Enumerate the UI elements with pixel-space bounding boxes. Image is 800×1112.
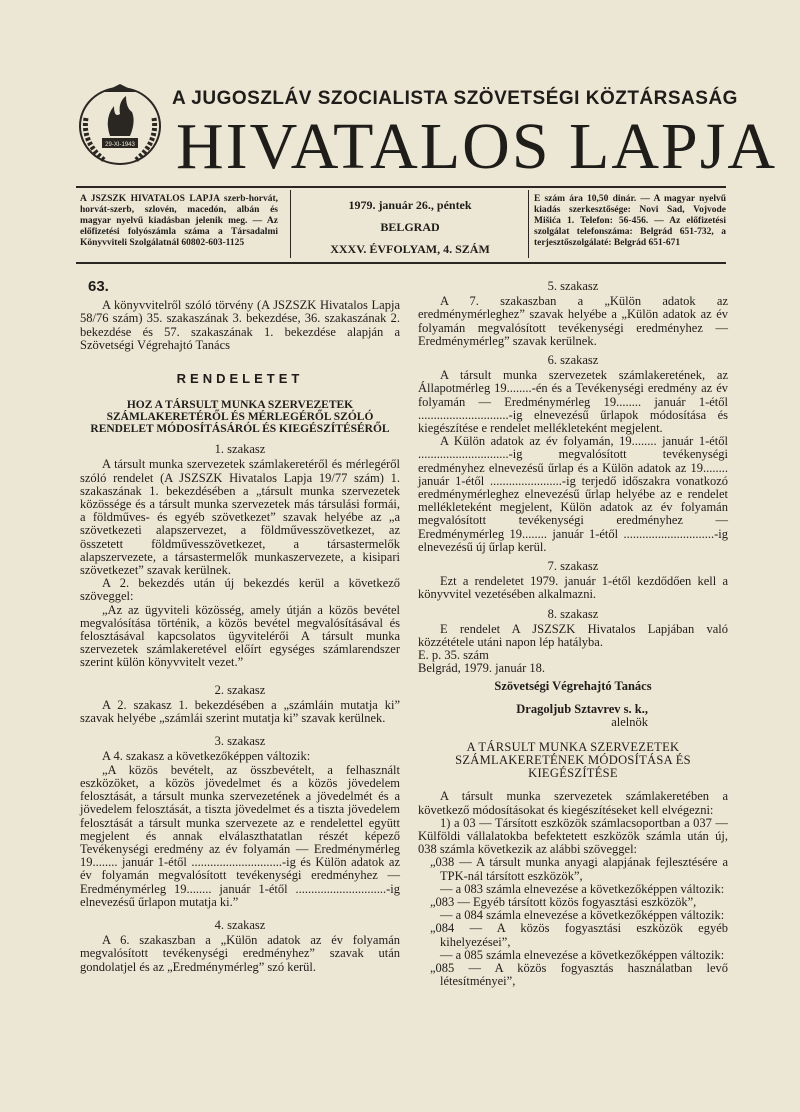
state-emblem-icon	[74, 78, 166, 170]
section-1-quote: „Az az ügyviteli közösség, amely útján a közös bevétel megvalósítása történik, a közös bevétel megvalósításával és felosztásával kapcsolatos ügyvitelérői A társult munka szervezetek számlakeretével előírt egységes számlarendszer szerint külön könyvvitelt vezet.”	[80, 602, 400, 670]
price-info: E szám ára 10,50 dinár. — A magyar nyelvű kiadás szerkesztősége: Novi Sad, Vojvode Mišića 1. Telefon: 56-456. — Az előfizetési szolgálat telefonszáma: Belgrád 651-732, a terjesztőszolgálaté: Belgrád 651-671	[534, 194, 726, 248]
decree-subtitle: HOZ A TÁRSULT MUNKA SZERVEZETEK SZÁMLAKERETÉRŐL ÉS MÉRLEGÉRŐL SZÓLÓ RENDELET MÓDOSÍTÁSÁRÓL ÉS KIEGÉSZÍTÉSÉRŐL	[90, 399, 390, 436]
reference-number: E. p. 35. szám	[418, 648, 489, 663]
decree-heading: RENDELETET	[176, 371, 304, 387]
preamble: A könyvvitelről szóló törvény (A JSZSZK Hivatalos Lapja 58/76 szám) 35. szakaszának 3. bekezdése, 36. szakaszának 2. bekezdése és 57. szakaszának 1. bekezdése alapján a Szövetségi Végrehajtó Tanács	[80, 298, 400, 352]
section-7-heading: 7. szakasz	[547, 559, 599, 574]
header-divider-right	[528, 190, 529, 258]
section-4-heading: 4. szakasz	[214, 917, 266, 932]
annex-account-038: „038 — A társult munka anyagi alapjának fejlesztésére a TPK-nál társított eszközök”,	[430, 855, 728, 883]
annex-change-084: — a 084 számla elnevezése a következőképpen változik:	[440, 908, 725, 923]
section-1-heading: 1. szakasz	[214, 442, 266, 457]
masthead-title: HIVATALOS LAPJA	[176, 110, 778, 183]
issue-info	[296, 194, 524, 260]
header-divider-left	[290, 190, 291, 258]
issue-date: 1979. január 26., péntek	[348, 198, 472, 212]
section-2-text: A 2. szakasz 1. bekezdésében a „számláin mutatja ki” szavak helyébe „számlái szerint mutatja ki” szavak kerülnek.	[80, 697, 400, 726]
section-5-heading: 5. szakasz	[547, 279, 599, 293]
section-5-text: A 7. szakaszban a „Külön adatok az eredménymérleghez” szavak helyébe a „Külön adatok az év folyamán megvalósított tevékenységi eredményhez — Eredménymérleg” szavak kerülnek.	[418, 294, 728, 348]
section-1-text: A társult munka szervezetek számlakeretéről és mérlegéről szóló rendelet (A JSZSZK Hivatalos Lapja 19/77 szám) 1. szakaszának 1. bekezdésében a „társult munka szervezetek közössége és a társult munka szervezetek más társulási formái, a földműves- és egyéb szövetkezet” szavak helyébe az „a szövetkezeti alapszervezet, a földművesszövetkezet, az összetett földművesszövetkezet, a társastermelők alapszervezete, a társastermelők munkaszervezete, a kisipari szövetkezet” szavak kerülnek.	[80, 457, 400, 578]
section-4-text: A 6. szakaszban a „Külön adatok az év folyamán megvalósított tevékenységi eredményhez” szavak után gondolatjel és az „Eredménymérleg” szó kerül.	[80, 933, 400, 974]
annex-account-085: „085 — A közös fogyasztás használatban levő létesítményei”,	[430, 960, 728, 989]
decree-number: 63.	[88, 278, 109, 295]
section-2-heading: 2. szakasz	[214, 682, 266, 697]
header-rule-bottom	[76, 262, 726, 264]
header-rule-top	[76, 186, 726, 188]
section-1-para-2: A 2. bekezdés után új bekezdés kerül a következő szöveggel:	[80, 576, 400, 604]
emblem-date: 29-XI-1943	[105, 142, 135, 148]
section-3-heading: 3. szakasz	[214, 734, 266, 749]
section-8-text: E rendelet A JSZSZK Hivatalos Lapjában való közzététele utáni napon lép hatályba.	[418, 621, 728, 650]
left-column	[80, 280, 400, 974]
annex-change-085: — a 085 számla elnevezése a következőképpen változik:	[440, 947, 725, 962]
right-column	[418, 280, 728, 988]
section-6-heading: 6. szakasz	[547, 353, 599, 368]
issue-volume: XXXV. ÉVFOLYAM, 4. SZÁM	[330, 242, 490, 256]
section-3-quote: „A közös bevételt, az összbevételt, a felhasznált eszközöket, a közös jövedelmet és a közös jövedelem felosztását, a társult munka szervezetének a jövedelmét és a jövedelem felosztását, a tiszta jövedelmet és a tiszta jövedelem felosztását a társult munka szervezete az e rendelettel együtt megjelent és annak elválaszthatatlan részét képező Tevékenységi eredmény az év folyamán — Eredménymérleg 19........ január 1-étől .............................-ig és Külön adatok az év folyamán megvalósított tevékenységi eredményhez — Eredménymérleg 19........ január 1-étől .............................-ig elnevezésű űrlapon mutatja ki.”	[80, 762, 400, 909]
annex-item-1: 1) a 03 — Társított eszközök számlacsoportban a 037 — Külföldi vállalatokba befektetett eszközök számla után új, 038 számla következik az alábbi szöveggel:	[418, 815, 728, 857]
annex-title: A TÁRSULT MUNKA SZERVEZETEK SZÁMLAKERETÉNEK MÓDOSÍTÁSA ÉS KIEGÉSZÍTÉSE	[455, 740, 691, 781]
signer-name: Dragoljub Sztavrev s. k.,	[516, 701, 648, 716]
signer-role: alelnök	[611, 715, 648, 730]
annex-intro: A társult munka szervezetek számlakeretében a következő módosításokat és kiegészítéseket kell elvégezni:	[418, 789, 728, 817]
section-8-heading: 8. szakasz	[547, 606, 599, 621]
place-date: Belgrád, 1979. január 18.	[418, 661, 546, 676]
section-3-text: A 4. szakasz a következőképpen változik:	[102, 749, 311, 764]
section-6-para-2: A Külön adatok az év folyamán, 19........ január 1-étől .............................-ig megvalósított tevékenységi eredményhez elnevezésű űrlap és a Külön adatok az 19........ január 1-étől .......................-ig terjedő időszakra vonatkozó eredménymérleghez elnevezésű űrlap helyébe az e rendelet mellékleteként megjelent, Külön adatok az év folyamán megvalósított tevékenységi eredményhez — Eredménymérleg 19........ január 1-étől .............................-ig elnevezésű új űrlap kerül.	[418, 434, 728, 554]
annex-account-083: „083 — Egyéb társított közös fogyasztási eszközök”,	[430, 894, 697, 909]
annex-account-084: „084 — A közös fogyasztási eszközök egyéb kihelyezései”,	[430, 921, 728, 949]
subscription-info: A JSZSZK HIVATALOS LAPJA szerb-horvát, horvát-szerb, szlovén, macedón, albán és magyar nyelvű kiadásban jelenik meg. — Az előfizetési folyószámla száma a Társadalmi Könyvviteli Szolgálatnál 60802-603-1125	[80, 194, 278, 248]
council-name: Szövetségi Végrehajtó Tanács	[494, 678, 652, 693]
issue-place: BELGRAD	[380, 220, 440, 234]
republic-title: A JUGOSZLÁV SZOCIALISTA SZÖVETSÉGI KÖZTÁRSASÁG	[172, 88, 738, 109]
annex-change-083: — a 083 számla elnevezése a következőképpen változik:	[440, 881, 725, 896]
section-7-text: Ezt a rendeletet 1979. január 1-étől kezdődően kell a könyvvitel vezetésében alkalmazni.	[418, 574, 728, 602]
section-6-text: A társult munka szervezetek számlakeretének, az Állapotmérleg 19........-én és a Tevékenységi eredmény az év folyamán — Eredménymérleg 19........ január 1-étől .............................-ig elnevezésű űrlapok módosítása és kiegészítése e rendelet mellékleteként megjelent.	[418, 368, 728, 436]
